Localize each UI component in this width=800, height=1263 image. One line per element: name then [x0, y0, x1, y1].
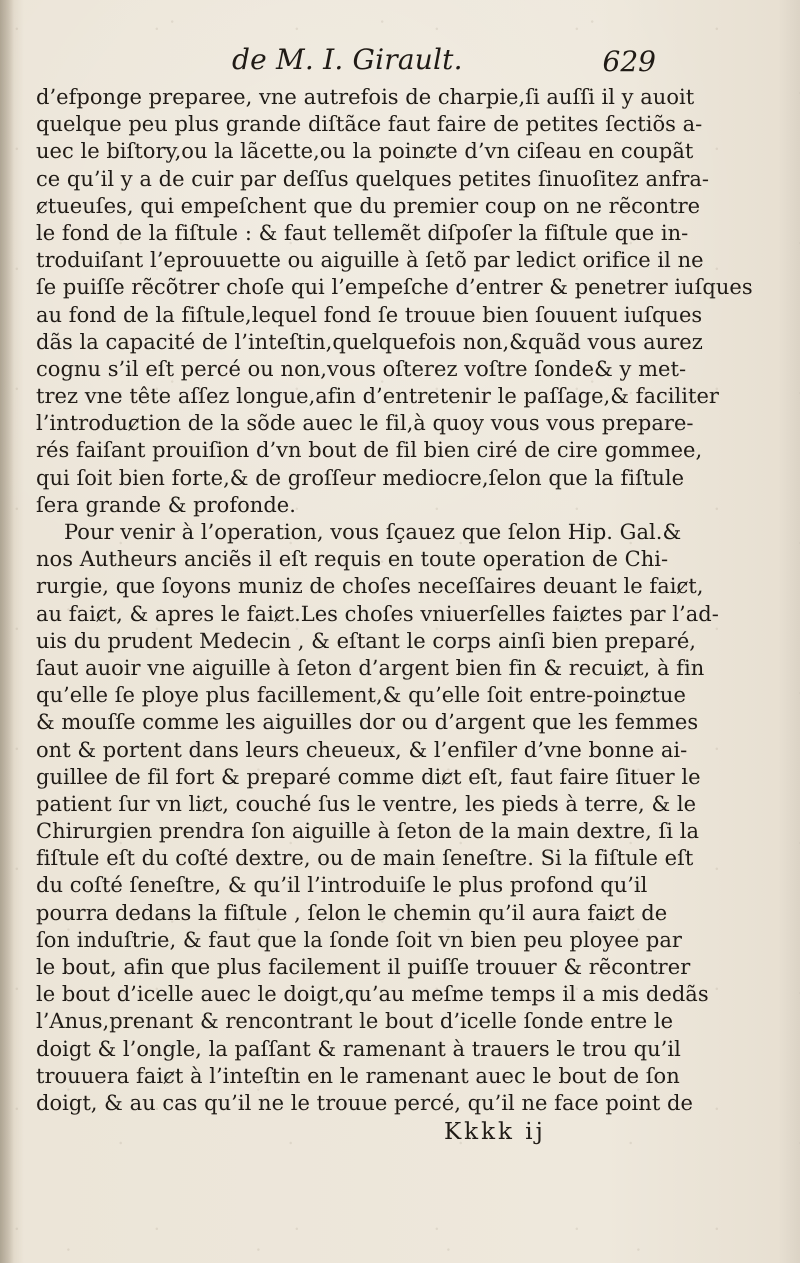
page-number: 629 — [602, 45, 656, 78]
page-edge-shadow — [778, 0, 800, 1263]
text-line: troduiſant l’eprouuette ou aiguille à ſetõ par ledict orifice il ne — [36, 248, 704, 273]
text-line: quelque peu plus grande diſtãce faut faire de petites ſectiõs a- — [36, 112, 703, 137]
text-line: rurgie, que ſoyons muniz de choſes neceſſaires deuant le faiȼt, — [36, 574, 704, 599]
text-line: pourra dedans la fiſtule , ſelon le chemin qu’il aura faiȼt de — [36, 900, 668, 925]
text-line: le fond de la fiſtule : & faut tellemẽt diſpoſer la fiſtule que in- — [36, 220, 689, 245]
text-line: ſera grande & profonde. — [36, 492, 296, 517]
text-line: doigt, & au cas qu’il ne le trouue percé, qu’il ne face point de — [36, 1090, 693, 1115]
text-line: patient ſur vn liȼt, couché ſus le ventre, les pieds à terre, & le — [36, 791, 697, 816]
page-header — [36, 45, 656, 79]
text-line: doigt & l’ongle, la paſſant & ramenant à trauers le trou qu’il — [36, 1036, 681, 1061]
text-line: au fond de la fiſtule,lequel fond ſe trouue bien ſouuent iuſques — [36, 302, 703, 327]
text-line: l’Anus,prenant & rencontrant le bout d’icelle ſonde entre le — [36, 1009, 674, 1034]
text-line: qui ſoit bien forte,& de groſſeur mediocre,ſelon que la fiſtule — [36, 465, 685, 490]
text-line: l’introduȼtion de la sõde auec le fil,à quoy vous vous prepare- — [36, 411, 694, 436]
text-line: le bout d’icelle auec le doigt,qu’au meſme temps il a mis dedãs — [36, 982, 709, 1007]
text-line: Chirurgien prendra ſon aiguille à ſeton de la main dextre, ſi la — [36, 819, 700, 844]
text-line: ce qu’il y a de cuir par deſſus quelques petites ſinuoſitez anfra- — [36, 166, 710, 191]
text-line: qu’elle ſe ploye plus facillement,& qu’elle ſoit entre-poinȼtue — [36, 683, 686, 708]
text-line: cognu s’il eſt percé ou non,vous oſterez voſtre ſonde& y met- — [36, 356, 687, 381]
text-line: nos Autheurs anciẽs il eſt requis en toute operation de Chi- — [36, 547, 669, 572]
text-line: ſon induſtrie, & faut que la ſonde ſoit vn bien peu ployee par — [36, 927, 682, 952]
text-line: uis du prudent Medecin , & eſtant le corps ainſi bien preparé, — [36, 628, 696, 653]
text-line: ſaut auoir vne aiguille à ſeton d’argent bien fin & recuiȼt, à fin — [36, 655, 705, 680]
text-line: ſe puiſſe rẽcõtrer choſe qui l’empeſche d’entrer & penetrer iuſques — [36, 275, 753, 300]
text-line: au faiȼt, & apres le faiȼt.Les choſes vniuerſelles faiȼtes par l’ad- — [36, 601, 719, 626]
text-line: ȼtueuſes, qui empeſchent que du premier coup on ne rẽcontre — [36, 193, 701, 218]
text-line: trouuera faiȼt à l’inteſtin en le ramenant auec le bout de ſon — [36, 1063, 680, 1088]
running-head: de M. I. Girault. — [232, 43, 463, 76]
text-line: uec le biſtory,ou la lãcette,ou la poinȼte d’vn ciſeau en coupãt — [36, 139, 694, 164]
text-line: guillee de fil fort & preparé comme diȼt eſt, faut faire ſituer le — [36, 764, 701, 789]
body-text — [36, 84, 753, 1117]
text-line: ont & portent dans leurs cheueux, & l’enfiler d’vne bonne ai- — [36, 737, 688, 762]
text-line: d’efponge preparee, vne autrefois de charpie,ſi auſſi il y auoit — [36, 85, 695, 109]
text-line: trez vne tête aſſez longue,afin d’entretenir le paſſage,& faciliter — [36, 384, 719, 409]
text-line: du coſté ſeneſtre, & qu’il l’introduiſe le plus profond qu’il — [36, 873, 648, 898]
text-line: le bout, afin que plus facilement il puiſſe trouuer & rẽcontrer — [36, 955, 691, 979]
text-line: & mouſſe comme les aiguilles dor ou d’argent que les femmes — [36, 710, 699, 735]
text-line: rés faiſant prouiſion d’vn bout de fil bien ciré de cire gommee, — [36, 438, 703, 463]
signature-mark: Kkkk ij — [444, 1119, 546, 1145]
text-line: dãs la capacité de l’inteſtin,quelquefois non,&quãd vous aurez — [36, 329, 703, 354]
paragraph-start-line: Pour venir à l’operation, vous ſçauez que ſelon Hip. Gal.& — [64, 520, 682, 544]
text-line: fiſtule eſt du coſté dextre, ou de main ſeneſtre. Si la fiſtule eſt — [36, 846, 694, 871]
